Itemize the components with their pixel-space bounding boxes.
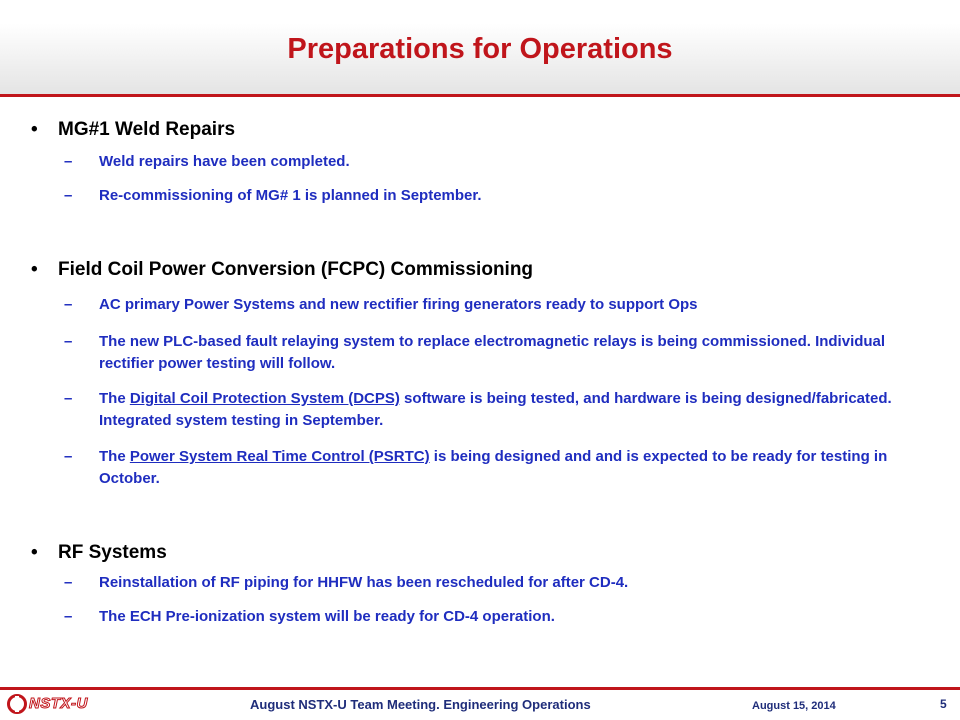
item-text-part: The new PLC-based fault relaying system to replace electromagnetic relays is being commissioned. Individual rectifier power testing will follow.: [99, 333, 886, 372]
underlined-term: Power System Real Time Control (PSRTC): [129, 448, 430, 465]
dash-marker: –: [64, 187, 73, 204]
item-text-part: Weld repairs have been completed.: [99, 153, 350, 170]
item-text: [99, 388, 919, 432]
section-heading: RF Systems: [58, 542, 167, 563]
item-text: [99, 294, 919, 316]
item-text: [99, 606, 919, 628]
dash-marker: –: [64, 574, 73, 591]
logo-text: NSTX-U: [29, 695, 88, 712]
slide-title: Preparations for Operations: [287, 33, 673, 65]
nstx-u-logo: [7, 694, 91, 714]
item-text: [99, 446, 919, 490]
item-text-part: Reinstallation of RF piping for HHFW has been rescheduled for after CD-4.: [99, 574, 629, 591]
bullet-icon: •: [31, 542, 38, 563]
item-text-part: The ECH Pre-ionization system will be ready for CD-4 operation.: [99, 608, 555, 625]
item-text-part: The: [99, 390, 130, 407]
section-heading: MG#1 Weld Repairs: [58, 119, 236, 140]
item-text-part: is being designed and and is expected to be ready for testing in October.: [99, 448, 888, 487]
footer-meeting-title: August NSTX-U Team Meeting. Engineering Operations: [250, 697, 591, 712]
item-text: [99, 331, 919, 375]
dash-marker: –: [64, 296, 73, 313]
bullet-icon: •: [31, 119, 38, 140]
footer-rule: [0, 687, 960, 690]
dash-marker: –: [64, 608, 73, 625]
footer-date: August 15, 2014: [752, 700, 836, 712]
title-rule: [0, 94, 960, 97]
item-text-part: Re-commissioning of MG# 1 is planned in September.: [99, 187, 482, 204]
underlined-term: Digital Coil Protection System (DCPS): [129, 390, 400, 407]
bullet-icon: •: [31, 259, 38, 280]
item-text-part: The: [99, 448, 130, 465]
dash-marker: –: [64, 390, 73, 407]
item-text: [99, 185, 919, 207]
section-heading: Field Coil Power Conversion (FCPC) Commissioning: [58, 259, 534, 280]
dash-marker: –: [64, 153, 73, 170]
page-number: 5: [940, 697, 947, 711]
dash-marker: –: [64, 333, 73, 350]
item-text-part: AC primary Power Systems and new rectifier firing generators ready to support Ops: [99, 296, 698, 313]
item-text-part: software is being tested, and hardware is being designed/fabricated. Integrated system testing in September.: [99, 390, 892, 429]
item-text: [99, 151, 919, 173]
dash-marker: –: [64, 448, 73, 465]
logo-ring-icon: [7, 694, 27, 714]
item-text: [99, 572, 919, 594]
